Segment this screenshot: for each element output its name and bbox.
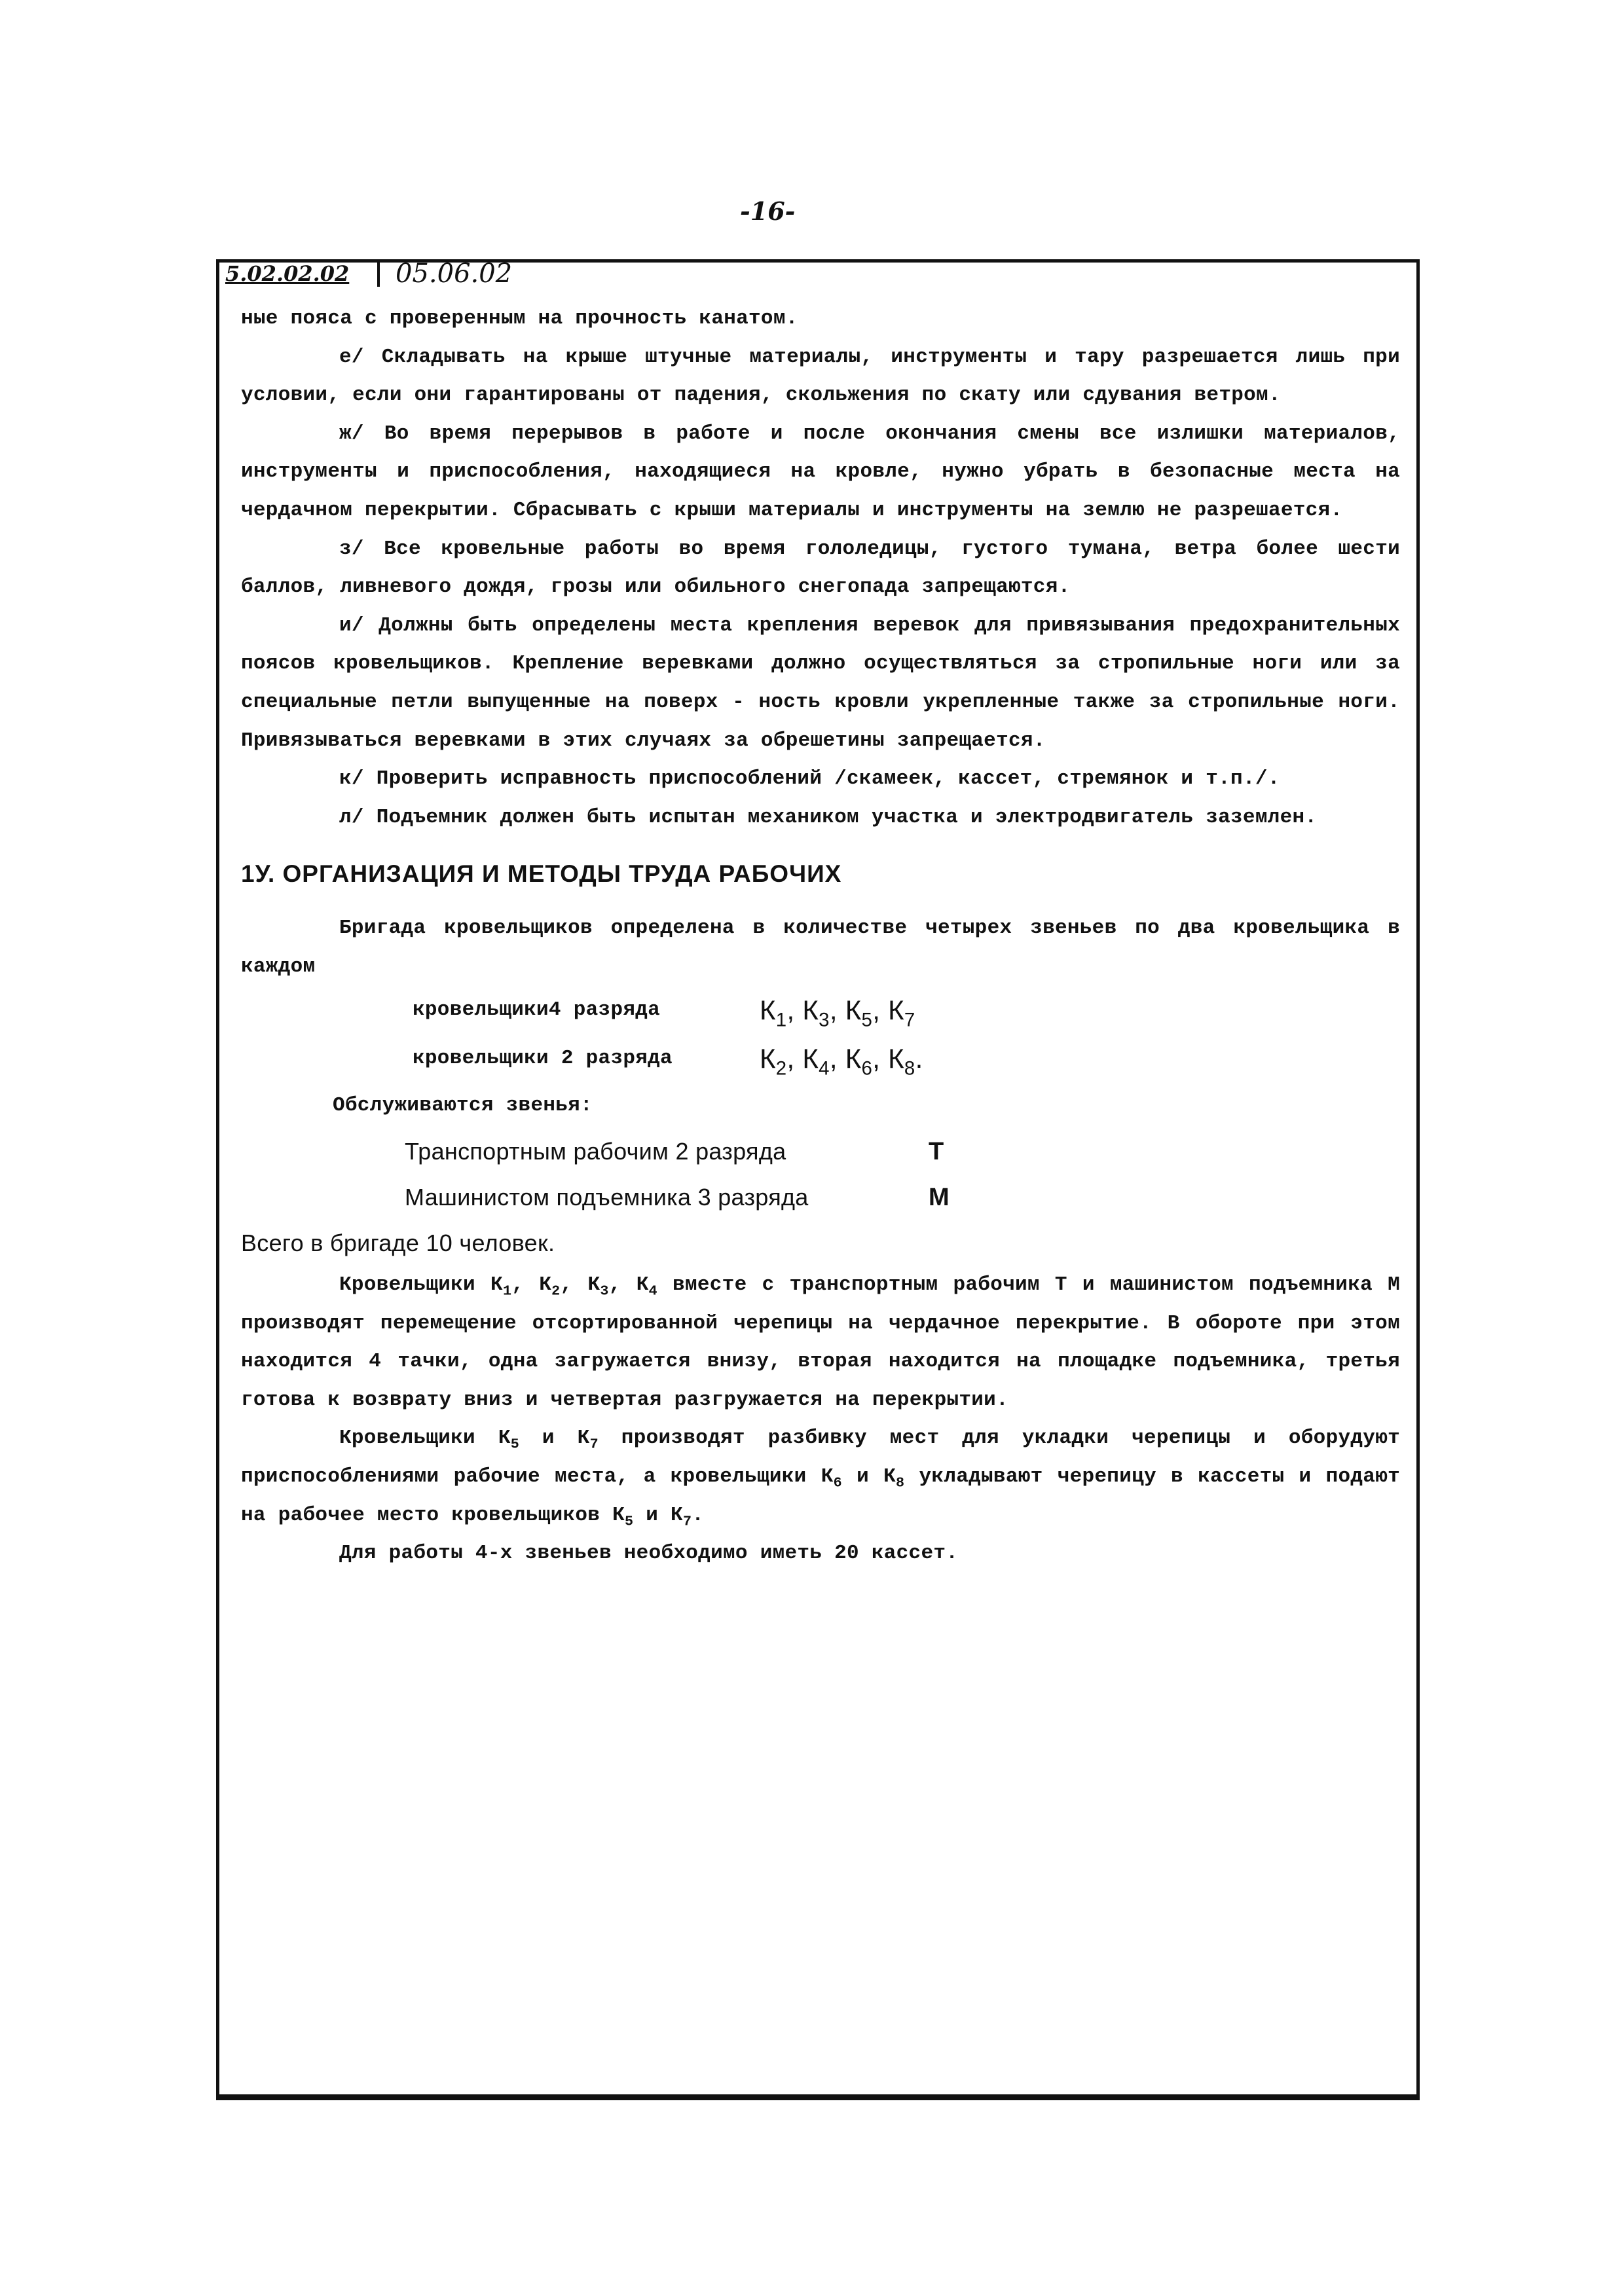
paragraph-cassettes: Для работы 4-х звеньев необходимо иметь 20 кассет. (339, 1542, 959, 1565)
served-row-operator (241, 1175, 1400, 1220)
text-part: вместе с транспортным рабочим Т и машинистом подъемника М производят перемещение отсортированной черепицы на чердачное перекрытие. В обороте при этом находится 4 тачки, одна загружается внизу, вторая находится на площадке подъемника, третья готова к возврату вниз и четвертая разгружается на перекрытии. (241, 1273, 1401, 1412)
stamp-date: 05.06.02 (396, 259, 513, 289)
text-part: укладывают черепицу в кассеты и подают на рабочее место кровельщиков (241, 1465, 1400, 1527)
document-stamp (220, 261, 512, 287)
served-row-transport (241, 1129, 1400, 1175)
paragraph-roofers-layout: Кровельщики $К_5$ и $К_7$ производят разбивку мест для укладки черепицы и оборудуют приспособлениями рабочие места, а кровельщики $К_6$ и $К_8$ укладывают черепицу в кассеты и подают на рабочее место кровельщиков $К_5$ и $К_7$. (241, 1427, 1401, 1530)
paragraph-z: з/ Все кровельные работы во время гололедицы, густого тумана, ветра более шести баллов, ливневого дождя, грозы или обильного снегопада запрещаются. (241, 537, 1400, 599)
paragraph-l: л/ Подъемник должен быть испытан механиком участка и электродвигатель заземлен. (339, 805, 1318, 829)
paragraph-k: к/ Проверить исправность приспособлений /скамеек, кассет, стремянок и т.п./. (339, 767, 1280, 791)
crew-label: кровельщики4 разряда (413, 998, 661, 1021)
crew-members: $К_2$, $К_4$, $К_6$, $К_8$. (760, 1042, 923, 1080)
crew-row-2 (241, 1034, 1400, 1083)
served-label: Транспортным рабочим 2 разряда (405, 1137, 786, 1165)
text-part: Кровельщики (339, 1273, 491, 1297)
paragraph-zh: ж/ Во время перерывов в работе и после окончания смены все излишки материалов, инструменты и приспособления, находящиеся на кровле, нужно убрать в безопасные места на чердачном перекрытии. Сбрасывать с крыши материалы и инструменты на землю не разрешается. (241, 422, 1400, 522)
served-symbol: Т (929, 1137, 944, 1165)
served-symbol: М (929, 1183, 950, 1211)
paragraph-i: и/ Должны быть определены места крепления веревок для привязывания предохранительных поясов кровельщиков. Крепление веревками должно осуществляться за стропильные ноги или за специальные петли выпущенные на поверх - ность кровли укрепленные также за стропильные ноги. Привязываться веревками в этих случаях за обрешетины запрещается. (241, 613, 1400, 752)
crew-row-4 (241, 986, 1400, 1034)
brigade-total: Всего в бригаде 10 человек. (241, 1229, 555, 1256)
served-title: Обслуживаются звенья: (333, 1093, 593, 1117)
text-part: производят разбивку мест для укладки черепицы и оборудуют приспособлениями рабочие места, а кровельщики (241, 1427, 1401, 1489)
brigade-intro: Бригада кровельщиков определена в количестве четырех звеньев по два кровельщика в каждом (241, 916, 1400, 978)
paragraph-continuation: ные пояса с проверенным на прочность канатом. (241, 307, 798, 330)
paragraph-e: е/ Складывать на крыше штучные материалы, инструменты и тару разрешается лишь при условии, если они гарантированы от падения, скольжения по скату или сдувания ветром. (241, 345, 1400, 407)
document-body (241, 300, 1400, 1573)
page-number: -16- (740, 196, 796, 226)
stamp-code: 5.02.02.02 (225, 261, 350, 286)
crew-label: кровельщики 2 разряда (413, 1046, 673, 1070)
paragraph-roofers-transport: Кровельщики $К_1$, $К_2$, $К_3$, $К_4$ вместе с транспортным рабочим Т и машинистом подъемника М производят перемещение отсортированной черепицы на чердачное перекрытие. В обороте при этом находится 4 тачки, одна загружается внизу, вторая находится на площадке подъемника, третья готова к возврату вниз и четвертая разгружается на перекрытии. (241, 1273, 1401, 1412)
stamp-separator (377, 261, 380, 287)
section-heading: 1У. ОРГАНИЗАЦИЯ И МЕТОДЫ ТРУДА РАБОЧИХ (241, 860, 842, 888)
text-part: Кровельщики (339, 1427, 498, 1450)
crew-members: $К_1$, $К_3$, $К_5$, $К_7$ (760, 994, 915, 1031)
served-label: Машинистом подъемника 3 разряда (405, 1183, 809, 1211)
